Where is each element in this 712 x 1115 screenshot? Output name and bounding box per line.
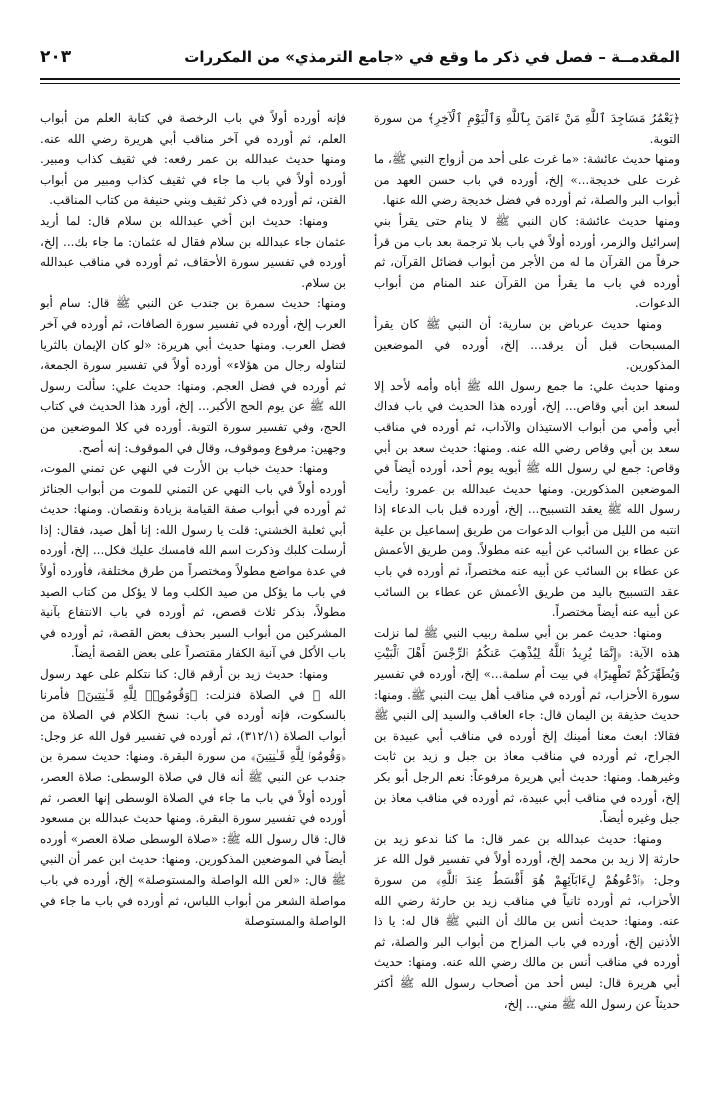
page-header	[40, 38, 680, 76]
paragraph: ومنها: حديث سمرة بن جندب عن النبي ﷺ قال: سام أبو العرب إلخ، أورده في تفسير سورة الصافات، ثم أورده في آخر فضل العرب. ومنها حديث أبي هريرة: «لو كان الإيمان بالثريا لتناوله رجال من هؤلاء» أورده أولاً في تفسير سورة الجمعة، ثم أورده في فضل العجم. ومنها: حديث علي: سألت رسول الله ﷺ عن يوم الحج الأكبر... إلخ، أورد هذا الحديث في كتاب الحج، وفي تفسير سورة التوبة. أورده في كلا الموضعين من وجهين: مرفوع وموقوف، وقال في الموقوف: إنه أصح.	[40, 296, 346, 455]
paragraph: ومنها حديث عرباض بن سارية: أن النبي ﷺ كان يقرأ المسبحات قبل أن يرقد... إلخ، أورده في الموضعين المذكورين.	[374, 316, 680, 373]
text-columns	[40, 108, 680, 1098]
paragraph: ومنها حديث عائشة: «ما غرت على أحد من أزواج النبي ﷺ، ما غرت على خديجة...» إلخ، أورده في باب حسن العهد من أبواب البر والصلة، ثم أورده في فضل خديجة رضي الله عنها.	[374, 152, 680, 208]
page-number: ٢٠٣	[40, 47, 72, 67]
running-title: المقدمــة – فصل في ذكر ما وقع في «جامع الترمذي» من المكررات	[184, 48, 680, 66]
paragraph: فإنه أورده أولاً في باب الرخصة في كتابة العلم من أبواب العلم، ثم أورده في آخر مناقب أبي هريرة رضي الله عنه. ومنها حديث عبدالله بن عمر رفعه: في ثقيف كذاب ومبير. أورده أولاً في باب ما جاء في ثقيف كذاب ومبير من أبواب الفتن، ثم أورده في ذكر ثقيف وبني حنيفة من كتاب المناقب.	[40, 111, 346, 208]
paragraph: ومنها: حديث زيد بن أرقم قال: كنا نتكلم على عهد رسول الله ﷺ في الصلاة فنزلت: ﴿وَقُومُوا۟ لِلَّهِ قَـٰنِتِينَ﴾ فأمرنا بالسكوت، فإنه أورده في باب: نسخ الكلام في الصلاة من أبواب الصلاة (٣١٢/١)، ثم أورده في تفسير قول الله عز وجل: ﴿وَقُومُوا۟ لِلَّهِ قَـٰنِتِينَ﴾ من سورة البقرة. ومنها: حديث سمرة بن جندب عن النبي ﷺ أنه قال في صلاة الوسطى: صلاة العصر، أورده أولاً في باب ما جاء في الصلاة الوسطى إنها العصر، ثم أورده في تفسير سورة البقرة. ومنها حديث عبدالله بن مسعود قال: قال رسول الله ﷺ: «صلاة الوسطى صلاة العصر» أورده أيضاً في الموضعين المذكورين. ومنها: حديث ابن عمر أن النبي ﷺ قال: «لعن الله الواصلة والمستوصلة» إلخ، أورده في باب مواصلة الشعر من أبواب اللباس، ثم أورده في باب ما جاء في الواصلة والمستوصلة	[40, 667, 346, 929]
paragraph: ومنها حديث عائشة: كان النبي ﷺ لا ينام حتى يقرأ بني إسرائيل والزمر، أورده أولاً في باب بلا ترجمة بعد باب من قرأ حرفاً من القرآن ما له من الأجر من أبواب فضائل القرآن، ثم أورده في باب ما يقرأ من القرآن عند المنام من أبواب الدعوات.	[374, 213, 680, 311]
header-rule-thick	[40, 78, 680, 80]
right-column	[374, 108, 680, 1098]
paragraph: ومنها حديث علي: ما جمع رسول الله ﷺ أباه وأمه لأحد إلا لسعد ابن أبي وقاص... إلخ، أورده هذا الحديث في باب فداك أبي وأمي من أبواب الاستيذان والآداب، ثم أورده في مناقب سعد بن أبي وقاص رضي الله عنه. ومنها: حديث سعد بن أبي وقاص: جمع لي رسول الله ﷺ أبويه يوم أحد، أورده أيضاً في الموضعين المذكورين. ومنها حديث عبدالله بن عمرو: رأيت رسول الله ﷺ يعقد التسبيح... إلخ، أورده قبل باب الدعاء إذا انتبه من الليل من أبواب الدعوات من طريق إسماعيل بن علية عن عطاء بن السائب عن أبيه عنه مطولاً. ومن طريق الأعمش عن عطاء بن السائب عن أبيه عنه مختصراً، ثم أورده في باب عقد التسبيح باليد من طريق الأعمش عن عطاء بن السائب عن أبيه عنه أيضاً مختصراً.	[374, 378, 680, 620]
paragraph: ومنها: حديث عمر بن أبي سلمة ربيب النبي ﷺ لما نزلت هذه الآية: ﴿إِنَّمَا يُرِيدُ ٱللَّهُ لِيُذْهِبَ عَنكُمُ ٱلرِّجْسَ أَهْلَ ٱلْبَيْتِ وَيُطَهِّرَكُمْ تَطْهِيرًا﴾ في بيت أم سلمة...» إلخ، أورده في تفسير سورة الأحزاب، ثم أورده في مناقب أهل بيت النبي ﷺ. ومنها: حديث حذيفة بن اليمان قال: جاء العاقب والسيد إلى النبي ﷺ فقالا: ابعث معنا أمينك إلخ أورده في مناقب أبي عبيدة بن الجراح، ثم أورده في مناقب معاذ بن جبل و زيد بن ثابت وغيرهما. ومنها: حديث أبي هريرة مرفوعاً: نعم الرجل أبو بكر إلخ، أورده في مناقب أبي عبيدة، ثم أورده في مناقب معاذ بن جبل وغيره أيضاً.	[374, 625, 680, 826]
header-rule-thin	[40, 83, 680, 84]
paragraph: ومنها: حديث عبدالله بن عمر قال: ما كنا ندعو زيد بن حارثة إلا زيد بن محمد إلخ، أورده أولاً في تفسير قول الله عز وجل: ﴿ٱدْعُوهُمْ لِءَابَآئِهِمْ هُوَ أَقْسَطُ عِندَ ٱللَّهِ﴾ من سورة الأحزاب، ثم أورده ثانياً في مناقب زيد بن حارثة رضي الله عنه. ومنها: حديث أنس بن مالك أن النبي ﷺ قال له: يا ذا الأذنين إلخ، أورده في باب المزاح من أبواب البر والصلة، ثم أورده في مناقب أنس بن مالك رضي الله عنه. ومنها: حديث أبي هريرة قال: ليس أحد من أصحاب رسول الله ﷺ أكثر حديثاً عن رسول الله ﷺ مني... إلخ،	[374, 831, 680, 1011]
paragraph: ومنها: حديث ابن أخي عبدالله بن سلام قال: لما أريد عثمان جاء عبدالله بن سلام فقال له عثمان: ما جاء بك... إلخ، أورده في تفسير سورة الأحقاف، ثم أورده في مناقب عبدالله بن سلام.	[40, 213, 346, 290]
paragraph: ومنها: حديث خباب بن الأرت في النهي عن تمني الموت، أورده أولاً في باب النهي عن التمني للموت من أبواب الجنائز ثم أورده في أبواب صفة القيامة بزيادة ونقصان. ومنها: حديث أبي ثعلبة الخشني: قلت يا رسول الله: إنا أهل صيد، فقال: إذا أرسلت كلبك وذكرت اسم الله فامسك عليك فكل... إلخ، أورده في عدة مواضع مطولاً ومختصراً من طرق مختلفة، فأورده أولاً في باب ما يؤكل من صيد الكلب وما لا يؤكل من كتاب الصيد مطولاً، بذكر ثلاث قصص، ثم أورده في باب الانتفاع بآنية المشركين من أبواب السير بحذف بعض القصة، ثم أورده في باب الأكل في آنية الكفار مقتصراً على بعض القصة أيضاً.	[40, 461, 346, 661]
paragraph: ﴿يَعْمُرُ مَسَاجِدَ ٱللَّهِ مَنْ ءَامَنَ بِٱللَّهِ وَٱلْيَوْمِ ٱلْآخِرِ﴾ من سورة التوبة.	[374, 111, 680, 146]
left-column	[40, 108, 346, 1098]
